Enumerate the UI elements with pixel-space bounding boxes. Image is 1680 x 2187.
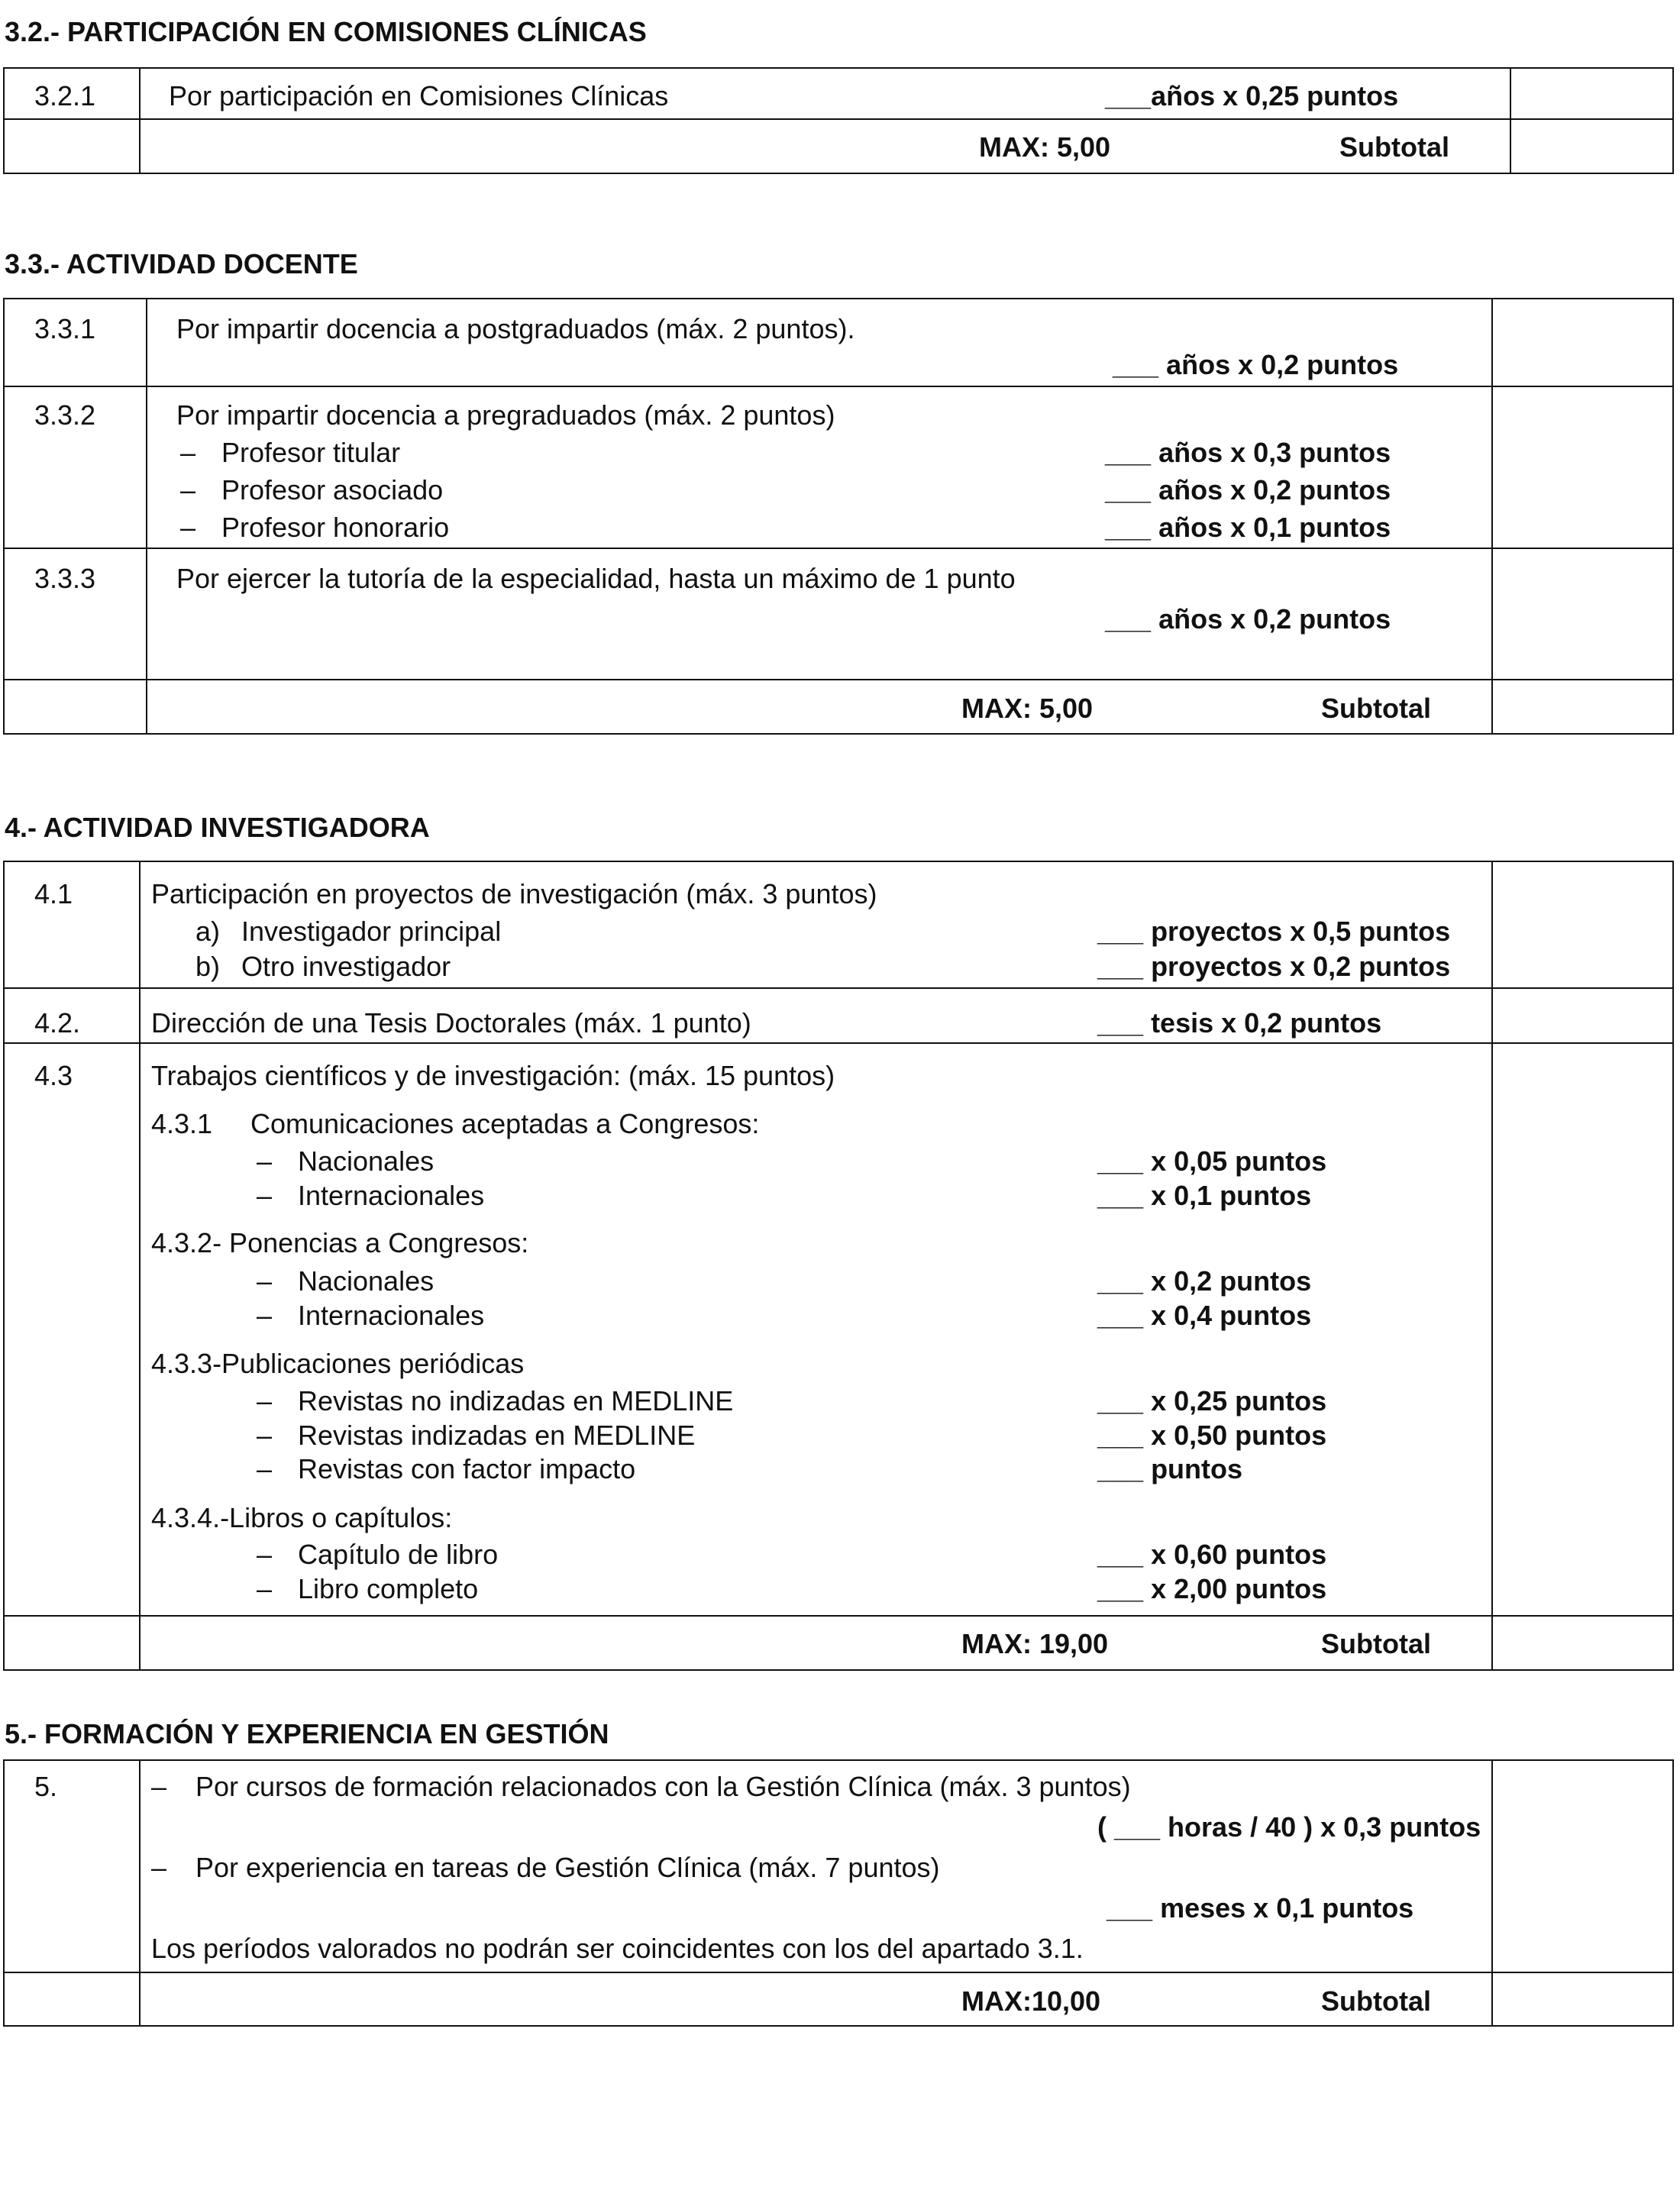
section-5-heading: 5.- FORMACIÓN Y EXPERIENCIA EN GESTIÓN [5,1718,609,1749]
list-item-label: Libro completo [298,1573,479,1604]
list-item-score: ___ proyectos x 0,5 puntos [1097,916,1451,947]
list-dash: – [180,512,196,543]
column-divider [139,67,141,174]
row-divider [3,679,1674,680]
list-item-label: Revistas no indizadas en MEDLINE [298,1385,734,1417]
list-item-score: ___ x 2,00 puntos [1097,1573,1327,1604]
max-label: MAX:10,00 [961,1985,1101,2017]
list-item-label: Internacionales [298,1180,485,1211]
list-item-score: ___ años x 0,1 puntos [1105,512,1391,543]
column-divider [146,298,147,735]
list-dash: – [257,1180,273,1211]
row-number: 3.3.3 [34,563,96,594]
list-marker: b) [195,951,221,982]
row-description: Por participación en Comisiones Clínicas [169,80,669,111]
row-number: 4.1 [34,878,73,909]
column-divider [1491,298,1493,735]
row-description: Participación en proyectos de investigación (máx. 3 puntos) [151,878,877,909]
row-score-formula: ___ años x 0,2 puntos [1113,349,1399,380]
row-divider [3,1042,1674,1044]
row-score-formula: ___ tesis x 0,2 puntos [1097,1007,1382,1039]
list-dash: – [257,1385,273,1417]
section-3-3-heading: 3.3.- ACTIVIDAD DOCENTE [5,248,358,279]
subgroup-title: 4.3.4.-Libros o capítulos: [151,1502,453,1533]
subtotal-label: Subtotal [1321,1985,1431,2017]
list-item-label: Por cursos de formación relacionados con la Gestión Clínica (máx. 3 puntos) [195,1771,1131,1802]
row-number: 5. [34,1771,58,1802]
row-divider [3,548,1674,549]
row-number: 4.2. [34,1007,81,1039]
column-divider [1491,861,1493,1671]
list-dash: – [257,1420,273,1451]
subtotal-label: Subtotal [1339,131,1449,163]
list-dash: – [257,1573,273,1604]
row-divider [3,1615,1674,1617]
subgroup-title: 4.3.3-Publicaciones periódicas [151,1348,525,1379]
list-item-score: ___ x 0,25 puntos [1097,1385,1327,1417]
list-dash: – [151,1771,167,1802]
list-item-score: ( ___ horas / 40 ) x 0,3 puntos [1097,1811,1481,1843]
list-item-label: Profesor honorario [221,512,450,543]
column-divider [1491,1759,1493,2027]
row-description: Dirección de una Tesis Doctorales (máx. 1 punto) [151,1007,751,1039]
list-dash: – [257,1265,273,1297]
list-item-score: ___ meses x 0,1 puntos [1107,1892,1414,1924]
list-marker: a) [195,916,221,947]
max-label: MAX: 5,00 [979,131,1111,163]
row-description: Por impartir docencia a pregraduados (máx. 2 puntos) [176,399,835,431]
list-dash: – [180,437,196,468]
list-item-score: ___ puntos [1097,1453,1243,1484]
list-item-score: ___ x 0,2 puntos [1097,1265,1312,1297]
column-divider [1510,67,1511,174]
list-item-label: Otro investigador [241,951,451,982]
section-4-heading: 4.- ACTIVIDAD INVESTIGADORA [5,812,430,843]
section-3-2-heading: 3.2.- PARTICIPACIÓN EN COMISIONES CLÍNICAS [5,16,647,47]
subtotal-label: Subtotal [1321,693,1431,724]
row-number: 4.3 [34,1060,73,1091]
row-number: 3.2.1 [34,80,96,111]
note-text: Los períodos valorados no podrán ser coincidentes con los del apartado 3.1. [151,1933,1084,1964]
list-dash: – [151,1852,167,1883]
list-item-label: Revistas con factor impacto [298,1453,636,1484]
row-description: Trabajos científicos y de investigación: (máx. 15 puntos) [151,1060,835,1091]
list-item-label: Profesor asociado [221,474,444,506]
row-description: Por impartir docencia a postgraduados (máx. 2 puntos). [176,313,855,344]
list-item-score: ___ x 0,50 puntos [1097,1420,1327,1451]
list-item-score: ___ años x 0,3 puntos [1105,437,1391,468]
list-item-label: Nacionales [298,1265,435,1297]
list-item-label: Por experiencia en tareas de Gestión Clínica (máx. 7 puntos) [195,1852,940,1883]
list-dash: – [180,474,196,506]
list-item-label: Capítulo de libro [298,1539,499,1570]
list-item-score: ___ x 0,05 puntos [1097,1145,1327,1177]
max-label: MAX: 5,00 [961,693,1094,724]
list-item-label: Nacionales [298,1145,435,1177]
row-score-formula: ___años x 0,25 puntos [1105,80,1399,111]
list-item-score: ___ proyectos x 0,2 puntos [1097,951,1451,982]
row-divider [3,1972,1674,1973]
row-description: Por ejercer la tutoría de la especialidad, hasta un máximo de 1 punto [176,563,1016,594]
subgroup-title: 4.3.2- Ponencias a Congresos: [151,1227,529,1258]
list-item-score: ___ x 0,4 puntos [1097,1300,1312,1331]
column-divider [139,861,141,1671]
row-score-formula: ___ años x 0,2 puntos [1105,603,1391,635]
table-4 [3,861,1674,1671]
max-label: MAX: 19,00 [961,1628,1109,1659]
list-item-score: ___ x 0,60 puntos [1097,1539,1327,1570]
row-divider [3,987,1674,989]
list-dash: – [257,1539,273,1570]
subgroup-number: 4.3.1 [151,1108,213,1139]
subtotal-label: Subtotal [1321,1628,1431,1659]
subgroup-title: Comunicaciones aceptadas a Congresos: [250,1108,760,1139]
list-item-score: ___ años x 0,2 puntos [1105,474,1391,506]
list-item-label: Profesor titular [221,437,401,468]
list-dash: – [257,1300,273,1331]
row-divider [3,118,1674,120]
list-item-label: Revistas indizadas en MEDLINE [298,1420,696,1451]
list-dash: – [257,1145,273,1177]
list-item-label: Internacionales [298,1300,485,1331]
row-number: 3.3.2 [34,399,96,431]
row-number: 3.3.1 [34,313,96,344]
list-dash: – [257,1453,273,1484]
row-divider [3,386,1674,387]
list-item-score: ___ x 0,1 puntos [1097,1180,1312,1211]
column-divider [139,1759,141,2027]
list-item-label: Investigador principal [241,916,502,947]
